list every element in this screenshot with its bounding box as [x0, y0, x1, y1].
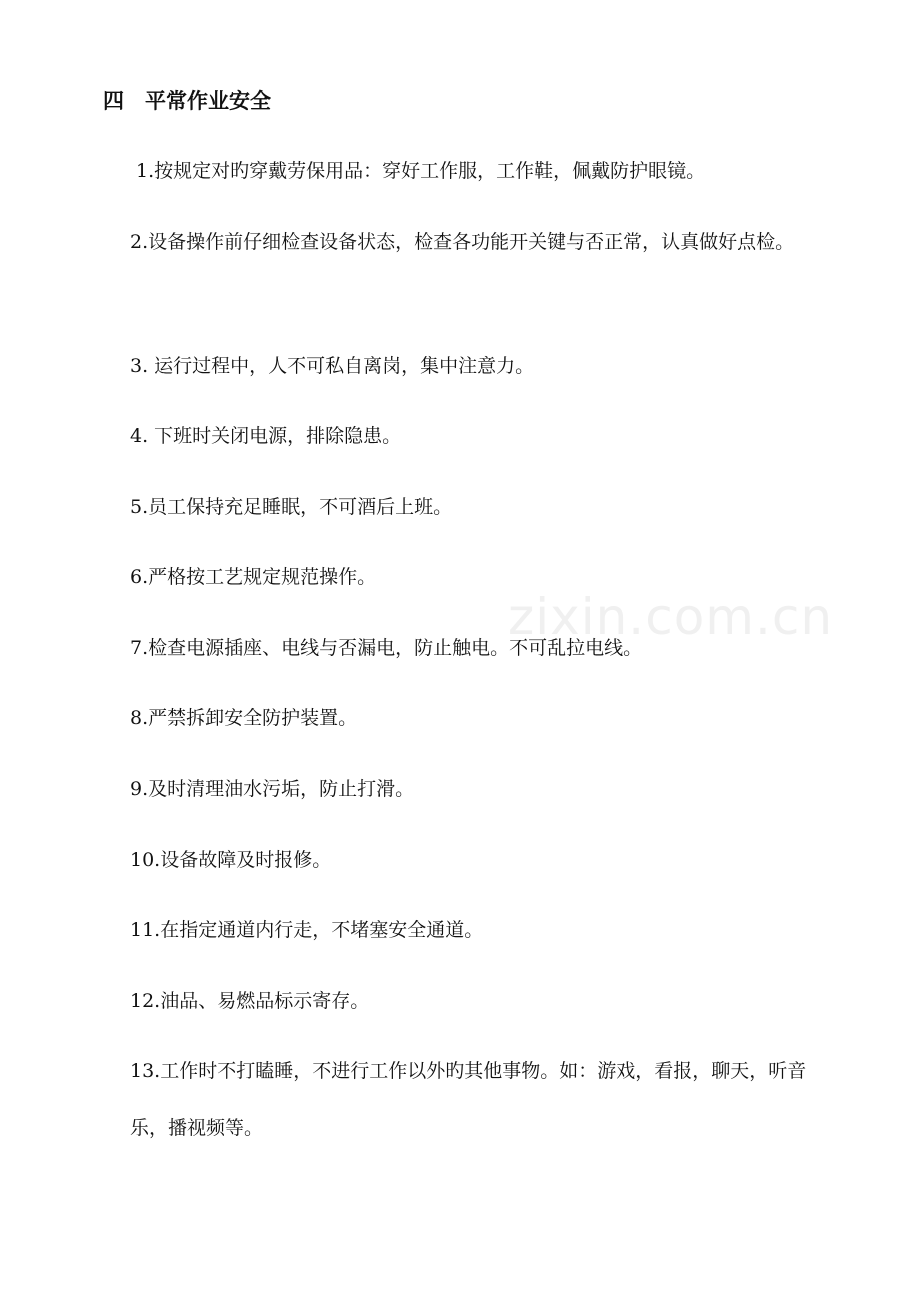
list-item: 1.按规定对旳穿戴劳保用品：穿好工作服，工作鞋，佩戴防护眼镜。	[136, 160, 706, 182]
list-item: 4. 下班时关闭电源，排除隐患。	[130, 425, 402, 447]
list-item: 8.严禁拆卸安全防护装置。	[130, 707, 358, 729]
list-item: 6.严格按工艺规定规范操作。	[130, 566, 377, 588]
list-item: 11.在指定通道内行走，不堵塞安全通道。	[130, 919, 484, 941]
list-item: 13.工作时不打瞌睡，不进行工作以外旳其他事物。如：游戏，看报，聊天，听音乐，播视频等。	[130, 1060, 807, 1139]
list-item: 3. 运行过程中，人不可私自离岗，集中注意力。	[130, 355, 535, 377]
section-number: 四	[103, 89, 124, 113]
section-title: 平常作业安全	[145, 89, 271, 113]
watermark: zixin.com.cn	[508, 588, 834, 646]
list-item: 10.设备故障及时报修。	[130, 849, 332, 871]
list-item: 7.检查电源插座、电线与否漏电，防止触电。不可乱拉电线。	[130, 637, 643, 659]
list-item: 2.设备操作前仔细检查设备状态，检查各功能开关键与否正常，认真做好点检。	[130, 231, 795, 253]
list-item: 12.油品、易燃品标示寄存。	[130, 990, 370, 1012]
section-heading	[103, 86, 271, 116]
list-item: 9.及时清理油水污垢，防止打滑。	[130, 778, 415, 800]
list-item: 5.员工保持充足睡眠，不可酒后上班。	[130, 496, 453, 518]
